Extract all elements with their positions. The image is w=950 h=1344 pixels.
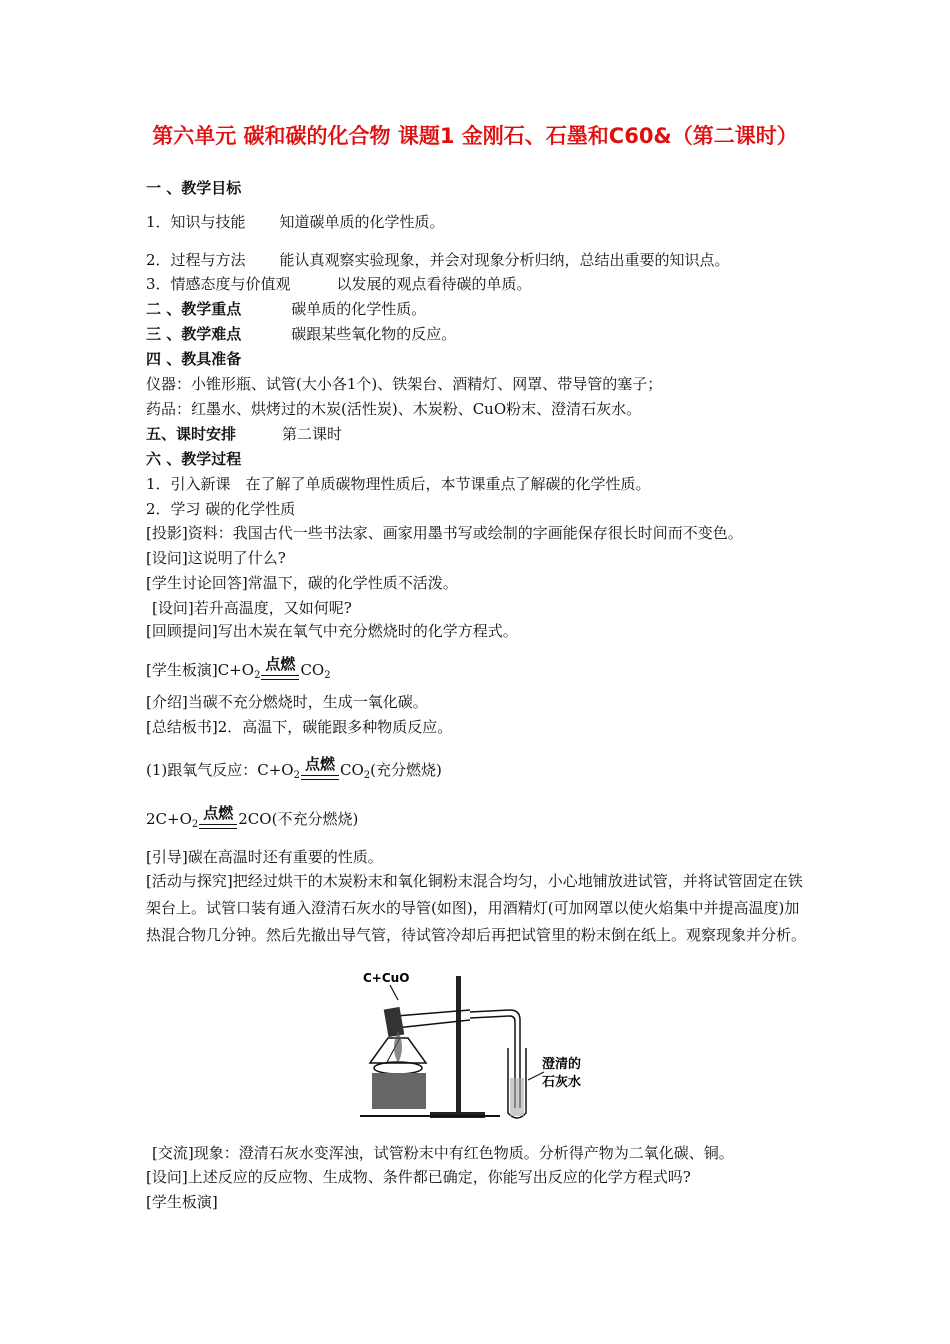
goal-knowledge	[146, 212, 445, 232]
equation-2	[146, 755, 442, 786]
reaction-arrow	[260, 655, 300, 686]
equation-product: CO	[300, 661, 325, 679]
equation-note: (充分燃烧)	[370, 761, 442, 779]
reagents-line: 药品：红墨水、烘烤过的木炭(活性炭)、木炭粉、CuO粉末、澄清石灰水。	[146, 400, 642, 418]
process-intro	[146, 474, 651, 494]
goal-label: 3．情感态度与价值观	[146, 275, 291, 293]
process-board: [学生板演]	[146, 1193, 218, 1211]
reaction-condition: 点燃	[304, 755, 335, 773]
equation-1	[146, 655, 331, 686]
stopper	[384, 1007, 405, 1037]
equation-reactants: [学生板演]C+O	[146, 661, 255, 679]
equation-product: CO	[339, 761, 364, 779]
section-text: 碳跟某些氧化物的反应。	[291, 325, 457, 343]
limewater-label-1: 澄清的	[542, 1057, 582, 1072]
section-heading: 二 、教学重点	[146, 300, 242, 318]
process-exchange: [交流]现象：澄清石灰水变浑浊，试管粉末中有红色物质。分析得产物为二氧化碳、铜。	[152, 1144, 734, 1162]
equation-product: 2CO	[238, 810, 272, 828]
section-heading: 三 、教学难点	[146, 325, 242, 343]
subscript: 2	[324, 670, 331, 681]
process-summary: [总结板书]2．高温下，碳能跟多种物质反应。	[146, 718, 453, 736]
process-intro-co: [介绍]当碳不充分燃烧时，生成一氧化碳。	[146, 693, 428, 711]
process-guide: [引导]碳在高温时还有重要的性质。	[146, 848, 383, 866]
reaction-condition: 点燃	[265, 655, 296, 673]
process-question-2: [设问]若升高温度，又如何呢?	[152, 599, 352, 617]
goal-label: 1．知识与技能	[146, 213, 246, 231]
stand-rod	[456, 976, 461, 1116]
equation-note: (不充分燃烧)	[271, 810, 359, 828]
process-question-1: [设问]这说明了什么?	[146, 549, 286, 567]
lamp-block	[372, 1073, 426, 1109]
subscript: 2	[254, 670, 261, 681]
section-heading-goals: 一 、教学目标	[146, 179, 242, 197]
process-review: [回顾提问]写出木炭在氧气中充分燃烧时的化学方程式。	[146, 622, 518, 640]
section-heading: 五、课时安排	[146, 425, 237, 443]
reagent-label: C+CuO	[363, 971, 410, 985]
section-text: 碳单质的化学性质。	[291, 300, 427, 318]
alcohol-lamp	[374, 1062, 422, 1074]
section-difficulty	[146, 324, 456, 344]
process-activity: [活动与探究]把经过烘干的木炭粉末和氧化铜粉末混合均匀，小心地铺放进试管，并将试管固定在铁架台上。试管口装有通入澄清石灰水的导管(如图)，用酒精灯(可加网罩以使火焰集中并提高温度)加热混合物几分钟。然后先撤出导气管，待试管冷却后再把试管里的粉末倒在纸上。观察现象并分析。	[146, 872, 807, 944]
process-study: 2．学习 碳的化学性质	[146, 500, 296, 518]
process-question-3: [设问]上述反应的反应物、生成物、条件都已确定，你能写出反应的化学方程式吗?	[146, 1168, 691, 1186]
instruments-line: 仪器：小锥形瓶、试管(大小各1个)、铁架台、酒精灯、网罩、带导管的塞子；	[146, 375, 663, 393]
reaction-condition: 点燃	[203, 804, 234, 822]
equation-3	[146, 804, 359, 835]
goal-label: 2．过程与方法	[146, 251, 246, 269]
goal-text: 以发展的观点看待碳的单质。	[336, 275, 532, 293]
section-key-points	[146, 299, 426, 319]
equation-reactants: 2C+O	[146, 810, 192, 828]
goal-text: 知道碳单质的化学性质。	[279, 213, 445, 231]
equation-reactants: (1)跟氧气反应：C+O	[146, 761, 294, 779]
page-title: 第六单元 碳和碳的化合物 课题1 金刚石、石墨和C60&（第二课时）	[152, 124, 798, 148]
process-text: 在了解了单质碳物理性质后，本节课重点了解碳的化学性质。	[245, 475, 651, 493]
goal-text: 能认真观察实验现象，并会对现象分析归纳，总结出重要的知识点。	[279, 251, 730, 269]
process-label: 1．引入新课	[146, 475, 231, 493]
goal-attitude	[146, 274, 532, 294]
reaction-arrow	[300, 755, 340, 786]
process-discussion: [学生讨论回答]常温下，碳的化学性质不活泼。	[146, 574, 458, 592]
subscript: 2	[191, 819, 199, 830]
process-projection: [投影]资料：我国古代一些书法家、画家用墨书写或绘制的字画能保存很长时间而不变色。	[146, 524, 743, 542]
reaction-arrow	[198, 804, 238, 835]
limewater-label-2: 石灰水	[542, 1075, 582, 1090]
section-heading-process: 六 、教学过程	[146, 450, 242, 468]
section-text: 第二课时	[282, 425, 343, 443]
experiment-apparatus-figure	[360, 968, 600, 1128]
subscript: 2	[293, 770, 300, 781]
subscript: 2	[363, 770, 371, 781]
section-schedule	[146, 424, 342, 444]
goal-process	[146, 250, 730, 270]
section-heading-tools: 四 、教具准备	[146, 350, 242, 368]
